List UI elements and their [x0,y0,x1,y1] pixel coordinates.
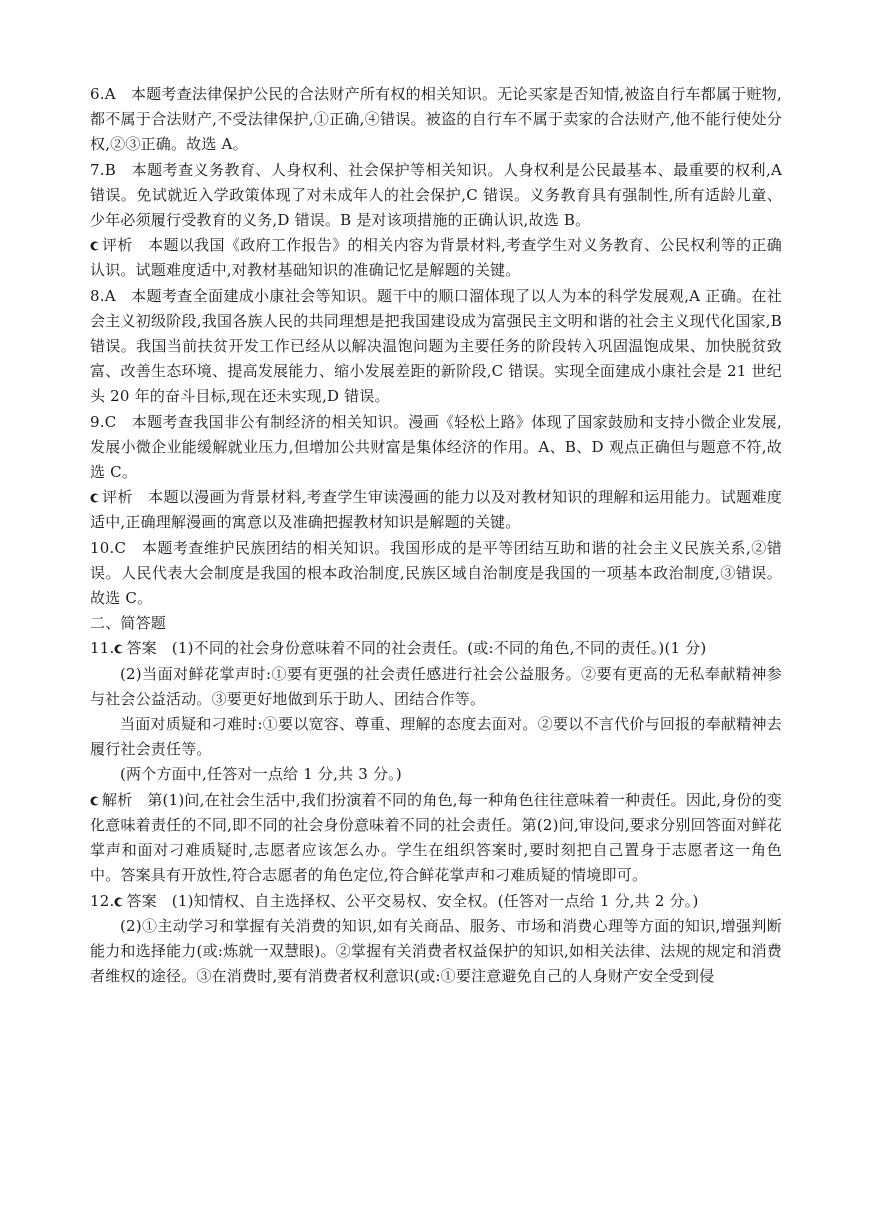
q6-paragraph [90,82,782,158]
q11-answer-paragraph [90,636,782,661]
answer-marker-icon [114,897,124,907]
section-title: 二、简答题 [90,614,167,633]
q11-answer-label: 答案 [126,639,157,658]
q7-review-paragraph [90,233,782,283]
q7-review-label: 评析 [102,236,133,255]
answer-marker-icon [114,644,124,654]
q7-text: 本题考查义务教育、人身权利、社会保护等相关知识。人身权利是公民最基本、最重要的权利,A 错误。免试就近入学政策体现了对未成年人的社会保护,C 错误。义务教育具有强制性,所有适龄儿童、少年必须履行受教育的义务,D 错误。B 是对该项措施的正确认识,故选 B。 [90,160,782,230]
q6-text: 本题考查法律保护公民的合法财产所有权的相关知识。无论买家是否知情,被盗自行车都属于赃物,都不属于合法财产,不受法律保护,①正确,④错误。被盗的自行车不属于卖家的合法财产,他不能行使处分权,②③正确。故选 A。 [90,85,783,154]
q11-part1: (1)不同的社会身份意味着不同的社会责任。(或:不同的角色,不同的责任。)(1 分) [171,639,707,658]
q11-part2a: (2)当面对鲜花掌声时:①要有更强的社会责任感进行社会公益服务。②要有更高的无私奉献精神参与社会公益活动。③要更好地做到乐于助人、团结合作等。 [90,664,782,708]
q9-review-text: 本题以漫画为背景材料,考查学生审读漫画的能力以及对教材知识的理解和运用能力。试题难度适中,正确理解漫画的寓意以及准确把握教材知识是解题的关键。 [90,488,782,532]
q11-analysis-text: 第(1)问,在社会生活中,我们扮演着不同的角色,每一种角色往往意味着一种责任。因此,身份的变化意味着责任的不同,即不同的社会身份意味着不同的社会责任。第(2)问,审设问,要求分别回答面对鲜花掌声和面对刁难质疑时,志愿者应该怎么办。学生在组织答案时,要时刻把自己置身于志愿者这一角色中。答案具有开放性,符合志愿者的角色定位,符合鲜花掌声和刁难质疑的情境即可。 [90,790,783,885]
q11-analysis-paragraph [90,788,782,889]
q8-text: 本题考查全面建成小康社会等知识。题干中的顺口溜体现了以人为本的科学发展观,A 正确。在社会主义初级阶段,我国各族人民的共同理想是把我国建设成为富强民主文明和谐的社会主义现代化国家,B 错误。我国当前扶贫开发工作已经从以解决温饱问题为主要任务的阶段转入巩固温饱成果、加快脱贫致富、改善生态环境、提高发展能力、缩小发展差距的新阶段,C 错误。实现全面建成小康社会是 21 世纪头 20 年的奋斗目标,现在还未实现,D 错误。 [90,286,782,406]
q12-head: 12. [90,891,115,910]
q6-head: 6.A [90,85,116,103]
answer-page [90,82,782,989]
q10-head: 10.C [90,538,127,557]
q9-text: 本题考查我国非公有制经济的相关知识。漫画《轻松上路》体现了国家鼓励和支持小微企业发展,发展小微企业能缓解就业压力,但增加公共财富是集体经济的作用。A、B、D 观点正确但与题意不符,故选 C。 [90,412,783,482]
q11-part2b: 当面对质疑和刁难时:①要以宽容、尊重、理解的态度去面对。②要以不言代价与回报的奉献精神去履行社会责任等。 [90,715,782,759]
q8-head: 8.A [90,286,116,305]
q9-head: 9.C [90,412,117,431]
q7-review-text: 本题以我国《政府工作报告》的相关内容为背景材料,考查学生对义务教育、公民权利等的正确认识。试题难度适中,对教材基础知识的准确记忆是解题的关键。 [90,236,782,280]
q7-head: 7.B [90,160,116,179]
q12-answer-label: 答案 [126,891,157,910]
q11-score-note: (两个方面中,任答对一点给 1 分,共 3 分。) [120,765,402,784]
q10-text: 本题考查维护民族团结的相关知识。我国形成的是平等团结互助和谐的社会主义民族关系,②错误。人民代表大会制度是我国的根本政治制度,民族区域自治制度是我国的一项基本政治制度,③错误。故选 C。 [90,538,782,608]
q9-review-label: 评析 [102,488,133,507]
analysis-marker-icon [90,796,100,806]
q12-part2: (2)①主动学习和掌握有关消费的知识,如有关商品、服务、市场和消费心理等方面的知识,增强判断能力和选择能力(或:炼就一双慧眼)。②掌握有关消费者权益保护的知识,如相关法律、法规的规定和消费者维权的途径。③在消费时,要有消费者权利意识(或:①要注意避免自己的人身财产安全受到侵 [90,916,782,986]
q12-part1: (1)知情权、自主选择权、公平交易权、安全权。(任答对一点给 1 分,共 2 分。) [171,891,699,910]
q9-review-paragraph [90,485,782,535]
q11-head: 11. [90,639,115,658]
q12-answer-paragraph [90,889,782,914]
q8-paragraph [90,284,782,410]
q11-analysis-label: 解析 [102,790,133,809]
q10-paragraph [90,536,782,612]
review-marker-icon [90,493,100,503]
q9-paragraph [90,410,782,486]
review-marker-icon [90,241,100,251]
q7-paragraph [90,158,782,234]
